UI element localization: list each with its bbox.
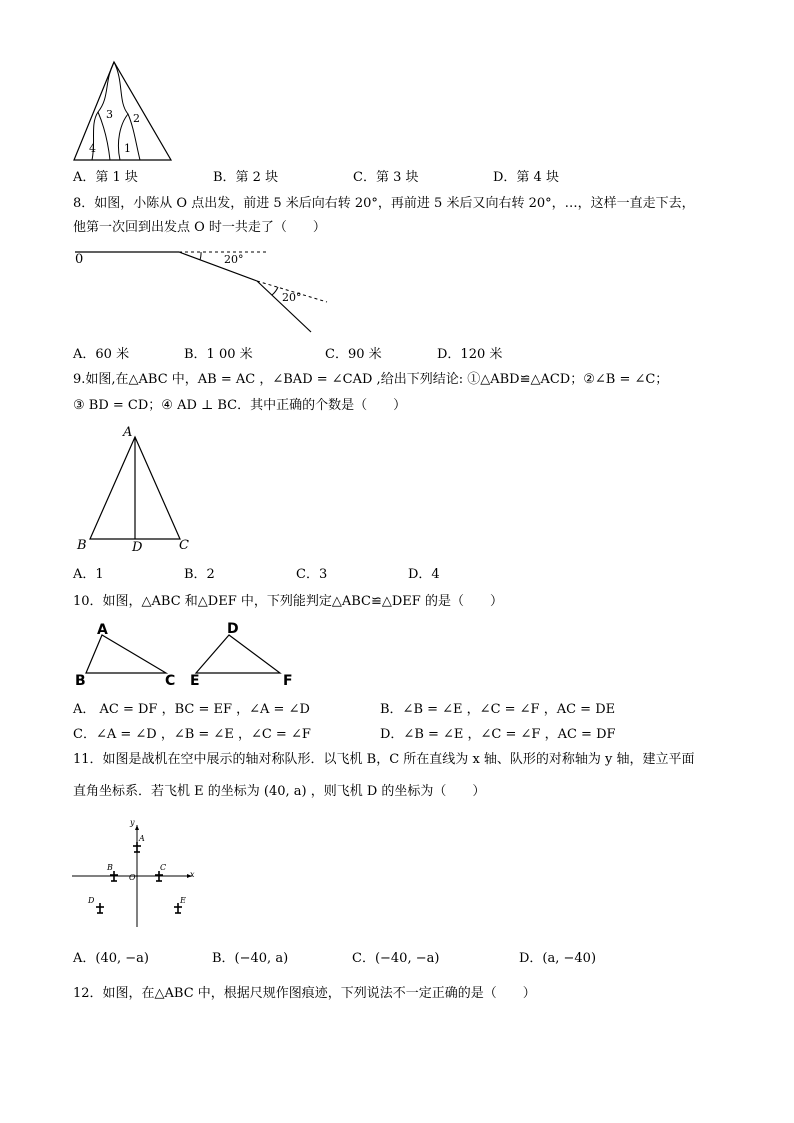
q7-region-4: 4 [89,142,96,155]
q8-origin-label: 0 [75,252,84,267]
q7-option-d: D．第 4 块 [493,170,559,185]
q9-label-c: C [179,538,189,553]
q10-option-c: C．∠A = ∠D ，∠B = ∠E ，∠C = ∠F [73,727,311,742]
q8-option-c: C．90 米 [325,347,382,362]
q9-label-b: B [77,538,87,553]
q10-option-b: B．∠B = ∠E ，∠C = ∠F ，AC = DE [380,702,616,717]
q11-option-c: C．(−40, −a) [352,951,440,966]
plane-a-icon [133,842,141,852]
q7-region-2: 2 [133,112,140,125]
q11-question-line2: 直角坐标系．若飞机 E 的坐标为 (40, a) ，则飞机 D 的坐标为（ ） [73,784,486,799]
q12-question-line1: 12．如图，在△ABC 中，根据尺规作图痕迹，下列说法不一定正确的是（ ） [73,986,536,1001]
q8-angle-label-1: 20° [224,253,244,266]
q8-angle-label-2: 20° [282,291,302,304]
q7-option-a: A．第 1 块 [73,170,138,185]
q11-question-line1: 11．如图是战机在空中展示的轴对称队形．以飞机 B，C 所在直线为 x 轴、队形的对称轴为 y 轴，建立平面 [73,752,695,767]
q10-option-a: A． AC = DF ，BC = EF ，∠A = ∠D [73,702,310,717]
q9-option-d: D．4 [408,567,440,582]
q8-path-figure [75,245,335,335]
q11-option-a: A．(40, −a) [73,951,149,966]
q10-option-d: D．∠B = ∠E ，∠C = ∠F ，AC = DF [380,727,616,742]
q11-origin-label: O [129,873,136,882]
q9-triangle-figure [90,437,190,547]
q7-region-3: 3 [106,108,113,121]
q11-plane-c-label: C [160,863,167,872]
q7-option-c: C．第 3 块 [353,170,419,185]
q11-axis-x-label: x [190,870,195,879]
q9-question-line2: ③ BD = CD；④ AD ⊥ BC．其中正确的个数是（ ） [73,398,407,413]
q11-plane-b-label: B [107,863,113,872]
q8-question-line1: 8．如图，小陈从 O 点出发，前进 5 米后向右转 20°，再前进 5 米后又向右转 20°，…，这样一直走下去， [73,196,695,211]
q10-label-b: B [75,673,86,689]
q8-option-b: B．1 00 米 [184,347,253,362]
q8-question-line2: 他第一次回到出发点 O 时一共走了（ ） [73,220,326,235]
q11-axis-y-label: y [130,818,135,827]
q11-plane-e-label: E [180,896,186,905]
q11-option-d: D．(a, −40) [519,951,597,966]
q10-label-f: F [283,673,293,689]
q7-region-1: 1 [124,142,131,155]
q9-option-c: C．3 [296,567,328,582]
q11-option-b: B．(−40, a) [212,951,289,966]
plane-d-icon [96,903,104,913]
q10-question-line1: 10．如图，△ABC 和△DEF 中，下列能判定△ABC≌△DEF 的是（ ） [73,594,503,609]
q10-label-d: D [227,621,239,637]
q9-option-a: A．1 [73,567,104,582]
q9-question-line1: 9.如图,在△ABC 中，AB = AC ，∠BAD = ∠CAD ,给出下列结论: ①△ABD≌△ACD；②∠B = ∠C； [73,372,669,387]
q8-option-a: A．60 米 [73,347,130,362]
q11-plane-a-label: A [139,834,145,843]
q9-option-b: B．2 [184,567,215,582]
q10-label-a: A [97,622,108,638]
q9-label-a: A [123,425,133,440]
q10-label-c: C [165,673,176,689]
q8-option-d: D．120 米 [437,347,503,362]
q10-label-e: E [190,673,200,689]
q9-label-d: D [132,540,143,555]
q7-option-b: B．第 2 块 [213,170,279,185]
q11-plane-d-label: D [88,896,95,905]
